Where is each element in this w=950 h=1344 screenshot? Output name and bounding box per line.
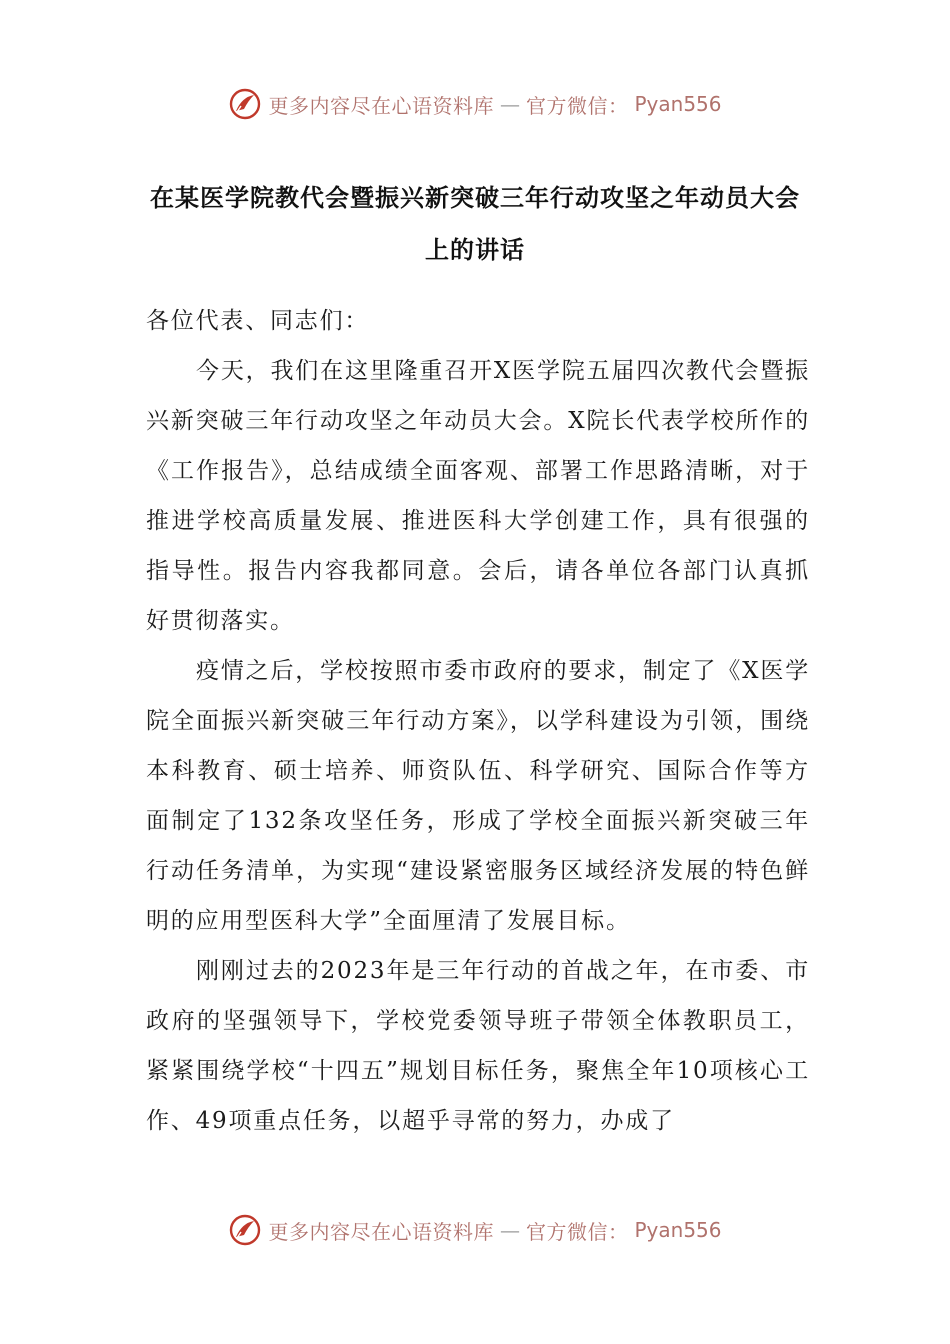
pen-logo-icon xyxy=(228,87,262,121)
watermark-contact-label: 官方微信： xyxy=(525,1219,629,1244)
pen-logo-icon xyxy=(228,1213,262,1247)
paragraph-3: 刚刚过去的2023年是三年行动的首战之年，在市委、市政府的坚强领导下，学校党委领导班子带领全体教职员工，紧紧围绕学校“十四五”规划目标任务，聚焦全年10项核心工作、49项重点任务，以超乎寻常的努力，办成了 xyxy=(146,958,810,1134)
watermark-text: 更多内容尽在心语资料库 xyxy=(268,93,494,118)
salutation: 各位代表、同志们： xyxy=(146,308,370,334)
watermark-wechat-id: Pyan556 xyxy=(634,1218,722,1242)
header-watermark xyxy=(0,84,950,124)
watermark-separator: — xyxy=(499,1218,520,1242)
paragraph-2: 疫情之后，学校按照市委市政府的要求，制定了《X医学院全面振兴新突破三年行动方案》，以学科建设为引领，围绕本科教育、硕士培养、师资队伍、科学研究、国际合作等方面制定了132条攻坚任务，形成了学校全面振兴新突破三年行动任务清单，为实现“建设紧密服务区域经济发展的特色鲜明的应用型医科大学”全面厘清了发展目标。 xyxy=(146,658,810,934)
watermark-wechat-id: Pyan556 xyxy=(634,92,722,116)
footer-watermark xyxy=(0,1210,950,1250)
document-body xyxy=(146,296,810,1146)
paragraph-1: 今天，我们在这里隆重召开X医学院五届四次教代会暨振兴新突破三年行动攻坚之年动员大会。X院长代表学校所作的《工作报告》，总结成绩全面客观、部署工作思路清晰，对于推进学校高质量发展、推进医科大学创建工作，具有很强的指导性。报告内容我都同意。会后，请各单位各部门认真抓好贯彻落实。 xyxy=(146,358,810,634)
watermark-separator: — xyxy=(499,92,520,116)
document-title: 在某医学院教代会暨振兴新突破三年行动攻坚之年动员大会上的讲话 xyxy=(150,184,800,264)
watermark-text: 更多内容尽在心语资料库 xyxy=(268,1219,494,1244)
watermark-contact-label: 官方微信： xyxy=(525,93,629,118)
